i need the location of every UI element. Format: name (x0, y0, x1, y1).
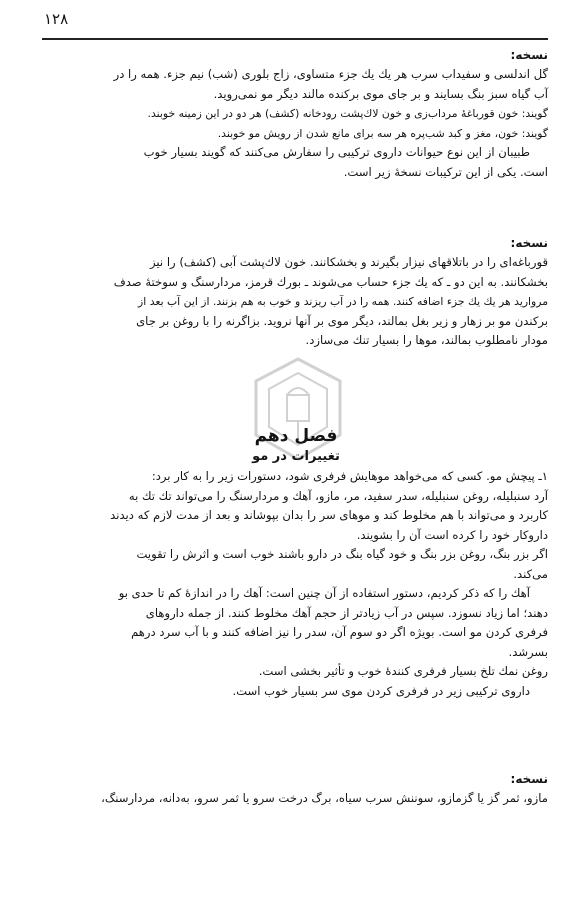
text-line: آرد سنبلیله، روغن سنبلیله، سدر سفید، مر، مازو، آهك و مردارسنگ را می‌تواند تك تك به (128, 488, 548, 503)
text-line: می‌کند. (513, 566, 548, 581)
text-line: گویند: خون قورباغهٔ مرداب‌زی و خون لاك‌پشت رودخانه (کشف) هر دو در این زمینه خوبند. (147, 107, 548, 120)
text-line: کاربرد و می‌تواند با هم مخلوط کند و موهای سر را بدان بپوشاند و بعد از مدت لازم که دیدند (110, 508, 548, 522)
text-line: طبیبان از این نوع حیوانات داروی ترکیبی را سفارش می‌کنند که گویند بسیار خوب (143, 145, 530, 159)
text-line: آب گیاه سبز بنگ بسایند و بر جای موی برکنده مالند دیگر مو نمی‌روید. (213, 86, 548, 101)
text-line: اگر بزر بنگ، روغن بزر بنگ و خود گیاه بنگ در دارو باشند خوب است و اثرش را تقویت (136, 547, 548, 561)
text-line: داروکار خود را کرده است آن را بشویند. (356, 527, 548, 542)
recipe-label: نسخه: (510, 772, 548, 786)
text-line: فرفری کردن مو است. بویژه اگر دو سوم آن، سدر را نیز اضافه کنند و با آب سرد درهم (131, 625, 548, 639)
text-line: مروارید هر یك یك جزء اضافه کنند. همه را در آب ریزند و خوب به هم بزنند. از این آب بعد از (138, 295, 548, 308)
chapter-heading (44, 424, 548, 466)
recipe-section-1 (44, 46, 548, 182)
header-rule (42, 38, 548, 40)
text-line: گویند: خون، مغز و کبد شب‌پره هر سه برای مانع شدن از رویش مو خوبند. (217, 126, 548, 140)
recipe-section-2 (44, 234, 548, 351)
text-line: مودار نامطلوب بمالند، موها را بسیار تنك می‌سازد. (305, 333, 548, 347)
text-line: دهند؛ اما زیاد نسوزد. سپس در آب زیادتر از حجم آهك مخلوط کنند. از جمله داروهای (145, 605, 548, 620)
hair-curling-section (44, 467, 548, 701)
recipe-section-3 (44, 770, 548, 809)
page-number: ۱۲۸ (44, 10, 69, 28)
text-line: روغن نمك تلخ بسیار فرفری کنندهٔ خوب و تأثیر بخشی است. (258, 664, 548, 678)
text-line: بسرشد. (508, 644, 548, 659)
text-line: برکندن مو بر زهار و زیر بغل بمالند، دیگر موی بر آنها نروید. بزاگرنه را با روغن بر جای (136, 313, 548, 328)
text-line: قورباغه‌ای را در باتلاقهای نیزار بگیرند و بخشکانند. خون لاك‌پشت آبی (کشف) را نیز (150, 255, 548, 269)
chapter-title: فصل دهم (254, 426, 338, 446)
text-line: ۱ـ پیچش مو. کسی که می‌خواهد موهایش فرفری شود، دستورات زیر را به کار برد: (151, 469, 548, 483)
text-line: آهك را که ذکر کردیم، دستور استفاده از آن چنین است: آهك را در اندازهٔ کم تا حدی بو (118, 586, 530, 600)
text-line: گل اندلسی و سفیداب سرب هر یك یك جزء متساوی، زاج بلوری (شب) نیم جزء. همه را در (113, 67, 548, 81)
text-line: مازو، ثمر گز یا گزمازو، سوننش سرب سیاه، برگ درخت سرو یا ثمر سرو، به‌دانه، مردارسنگ، (101, 791, 548, 805)
chapter-subtitle: تغییرات در مو (252, 449, 340, 464)
text-line: داروی ترکیبی زیر در فرفری کردن موی سر بسیار خوب است. (232, 683, 530, 698)
text-line: است. یکی از این ترکیبات نسخهٔ زیر است. (343, 164, 548, 179)
recipe-label: نسخه: (510, 48, 548, 62)
recipe-label: نسخه: (510, 236, 548, 250)
text-line: بخشکانند. به این دو ـ که یك جزء حساب می‌شوند ـ بورك قرمز، مردارسنگ و سوختهٔ صدف (113, 274, 548, 289)
